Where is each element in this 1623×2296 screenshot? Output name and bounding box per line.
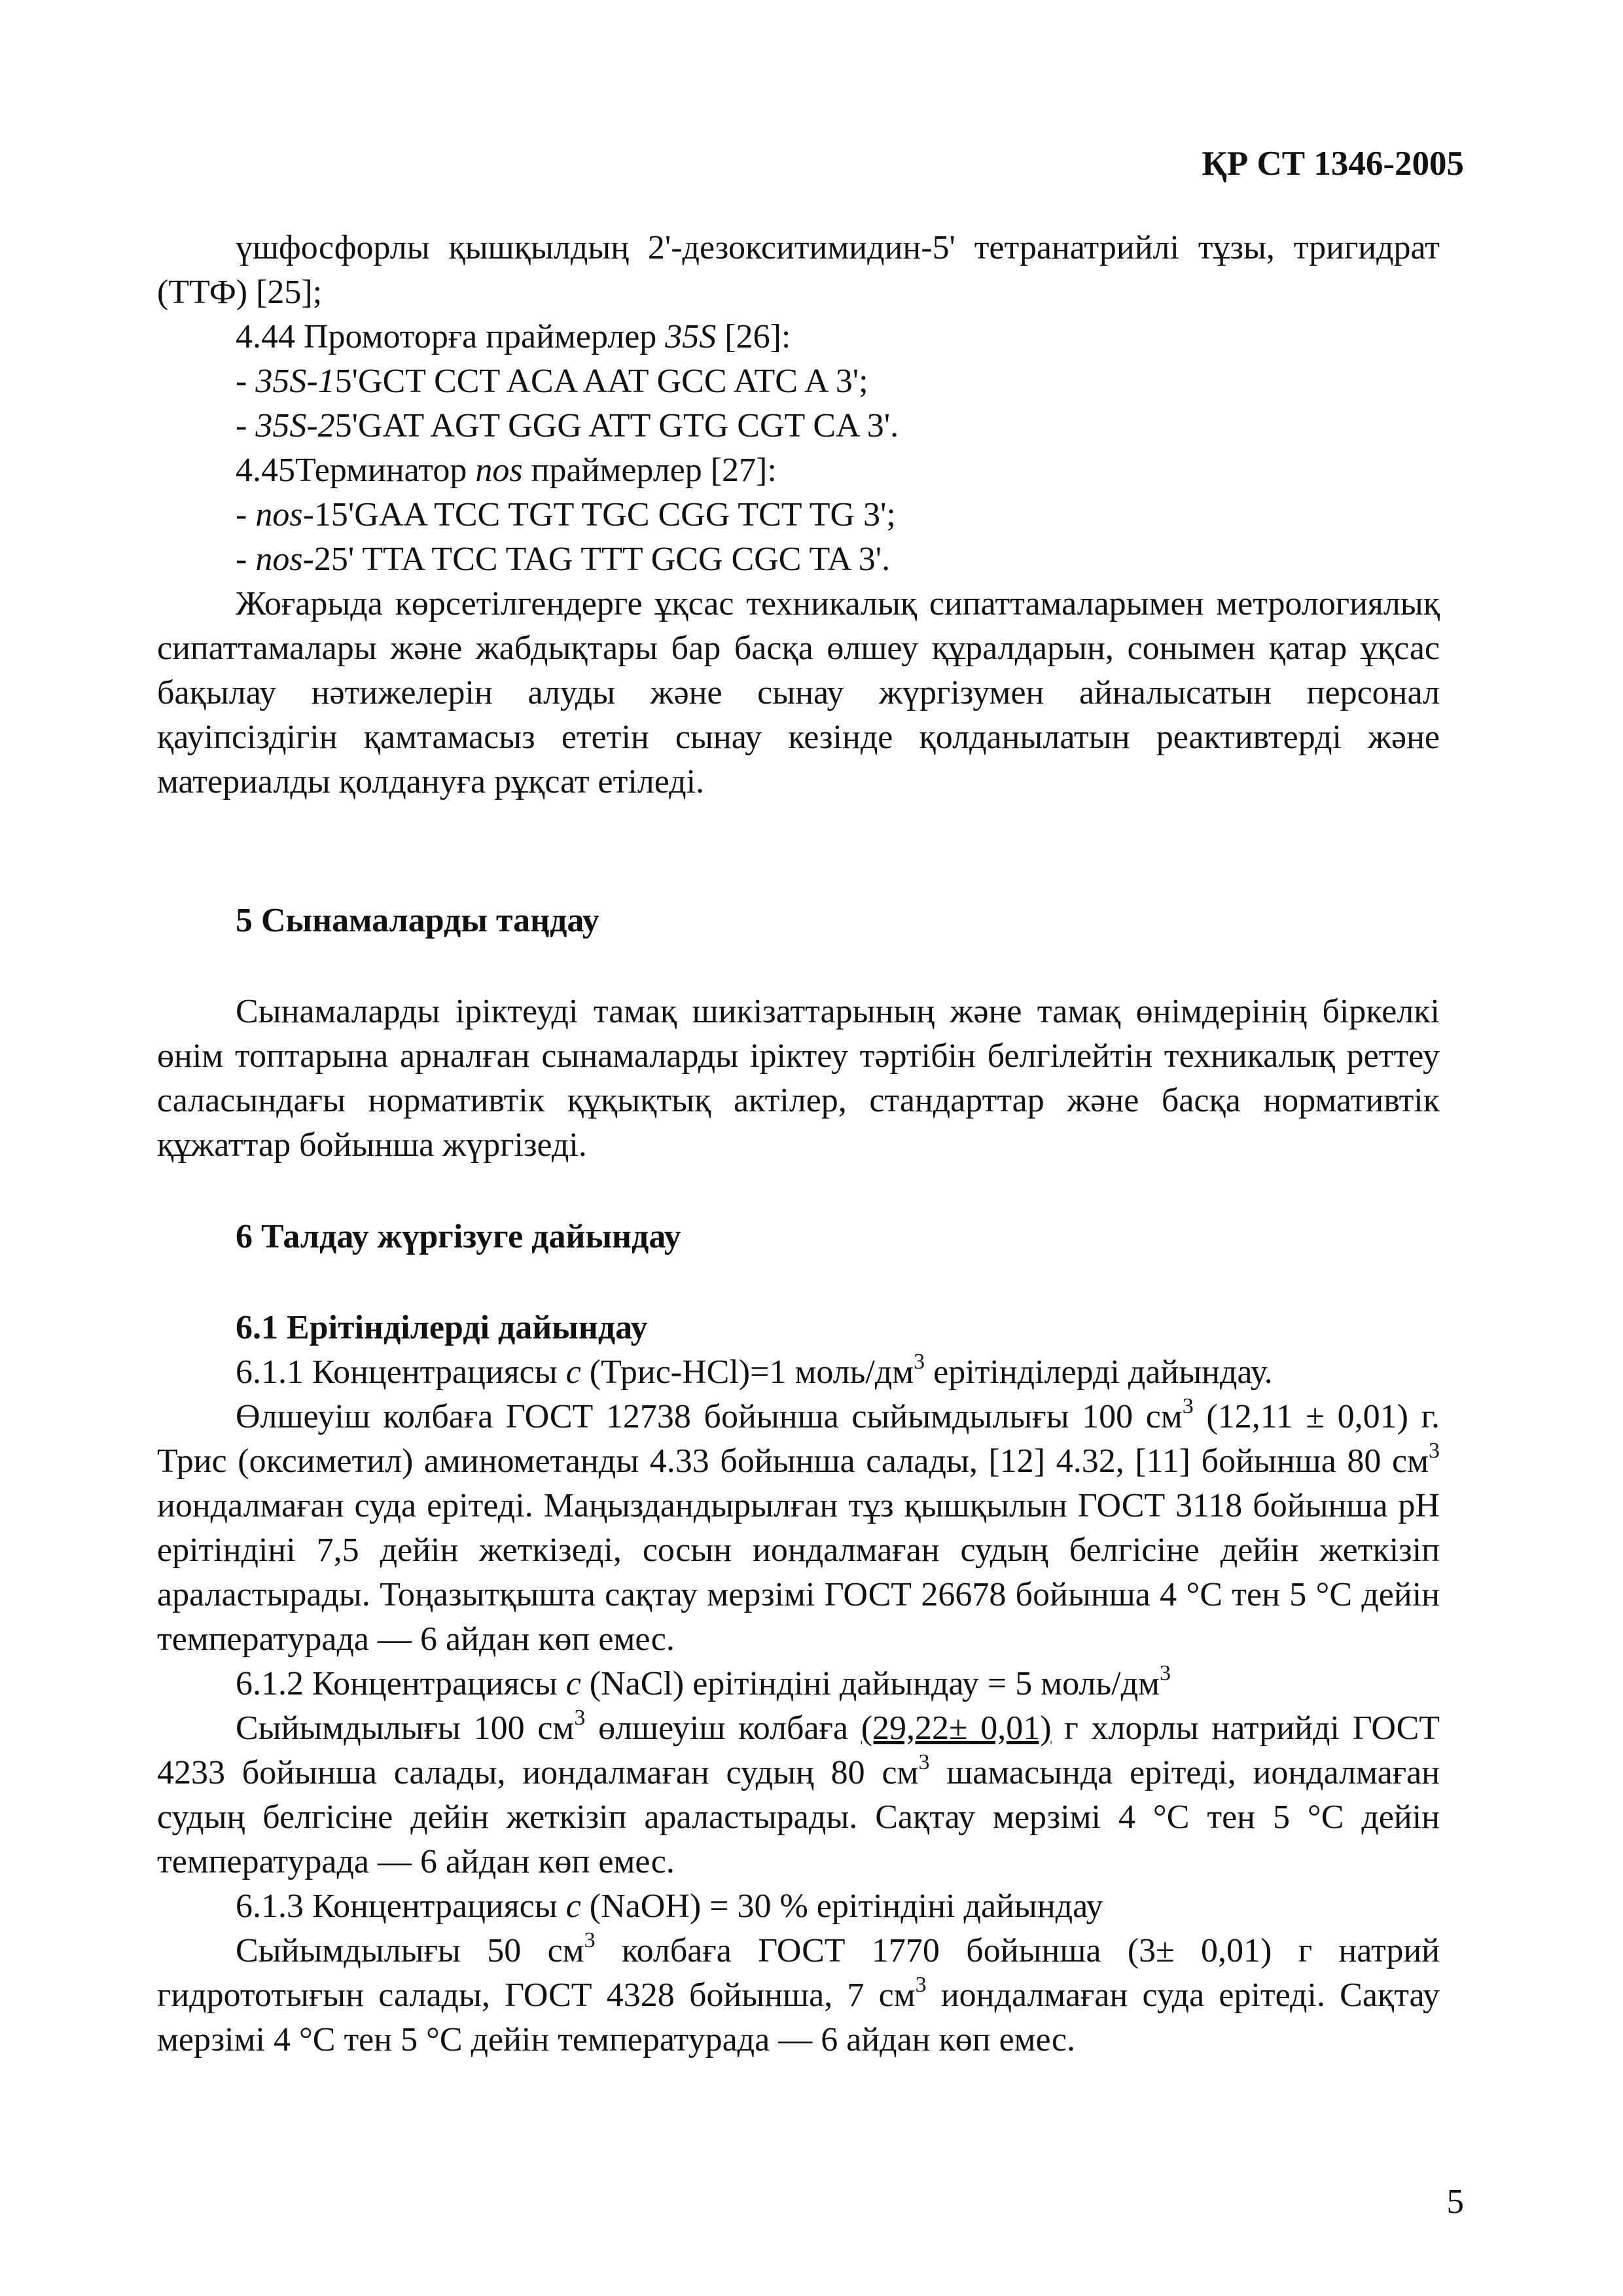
section-5-title: 5 Сынамаларды таңдау [236, 902, 599, 939]
subsection-6-1-1-text: Өлшеуіш колбаға ГОСТ 12738 бойынша сыйымдылығы 100 $см^3$ (12,11 ± 0,01) г. Трис (оксиметил) аминометанды 4.33 бойынша салады, [12] 4.32, [11] бойынша 80 $см^3$ иондалмаған суда ерітеді. Маңыздандырылған тұз қышқылын ГОСТ 3118 бойынша pH ерітіндіні 7,5 дейін жеткізеді, сосын иондалмаған судың белгісіне дейін жеткізіп араластырады. Тоңазытқышта сақтау мерзімі ГОСТ 26678 бойынша 4 °С тен 5 °С дейін температурада — 6 айдан көп емес. [157, 1394, 1440, 1658]
section-5-text: Сынамаларды іріктеуді тамақ шикізаттарының және тамақ өнімдерінің біркелкі өнім топтарына арналған сынамаларды іріктеу тәртібін белгілейтін техникалық реттеу саласындағы нормативтік құқықтық актілер, стандарттар және басқа нормативтік құжаттар бойынша жүргізеді. [157, 993, 1440, 1164]
primer-heading-445: 4.45Терминатор nos праймерлер [27]: [236, 452, 777, 489]
allowance-paragraph [157, 582, 1440, 804]
primer-item: - 35S-25'GAT AGT GGG ATT GTG CGT CA 3'. [236, 407, 899, 444]
primer-list [157, 315, 1440, 582]
continuation-paragraph [157, 226, 1440, 315]
subsection-6-1-2-text: Сыйымдылығы 100 $см^3$ өлшеуіш колбаға (29,22± 0,01) г хлорлы натрийді ГОСТ 4233 бойынша салады, иондалмаған судың 80 $см^3$ шамасында ерітеді, иондалмаған судың белгісіне дейін жеткізіп араластырады. Сақтау мерзімі 4 °С тен 5 °С дейін температурада — 6 айдан көп емес. [157, 1706, 1440, 1880]
page-number: 5 [1446, 2183, 1464, 2221]
section-6-title: 6 Талдау жүргізуге дайындау [236, 1218, 681, 1255]
section-5 [157, 899, 1440, 943]
section-6-1 [157, 1306, 1440, 2062]
subsection-6-1-1-title: 6.1.1 Концентрациясы с (Трис-HCl)=1 моль/$дм^3$ ерітінділерді дайындау. [236, 1350, 1273, 1391]
primer-heading-444: 4.44 Промоторға праймерлер 35S [26]: [236, 318, 791, 355]
primer-item: - nos-15'GAA TCC TGT TGC CGG TCT TG 3'; [236, 496, 896, 533]
section-6 [157, 1215, 1440, 1259]
section-6-1-title: 6.1 Ерітінділерді дайындау [236, 1309, 648, 1346]
subsection-6-1-2-title: 6.1.2 Концентрациясы с (NaCl) ерітіндіні дайындау = 5 моль/$дм^3$ [236, 1661, 1171, 1702]
primer-item: - 35S-15'GCT CCT ACA AAT GCC ATC A 3'; [236, 363, 868, 400]
primer-item: - nos-25' TTA TCC TAG TTT GCG CGC TA 3'. [236, 541, 891, 578]
allowance-text: Жоғарыда көрсетілгендерге ұқсас техникалық сипаттамаларымен метрологиялық сипаттамалары және жабдықтары бар басқа өлшеу құралдарын, сонымен қатар ұқсас бақылау нәтижелерін алуды және сынау жүргізумен айналысатын персонал қауіпсіздігін қамтамасыз ететін сынау кезінде қолданылатын реактивтерді және материалды қолдануға рұқсат етіледі. [157, 585, 1440, 800]
section-5-body [157, 990, 1440, 1168]
continuation-text: үшфосфорлы қышқылдың 2'-дезокситимидин-5' тетранатрийлі тұзы, тригидрат (ТТФ) [25]; [157, 229, 1440, 311]
subsection-6-1-3-title: 6.1.3 Концентрациясы с (NaOH) = 30 % ерітіндіні дайындау [236, 1888, 1103, 1925]
document-code-header: ҚР СТ 1346-2005 [1202, 145, 1464, 183]
subsection-6-1-3-text: Сыйымдылығы 50 $см^3$ колбаға ГОСТ 1770 бойынша (3± 0,01) г натрий гидрототығын салады, ГОСТ 4328 бойынша, 7 $см^3$ иондалмаған суда ерітеді. Сақтау мерзімі 4 °С тен 5 °С дейін температурада — 6 айдан көп емес. [157, 1928, 1440, 2058]
